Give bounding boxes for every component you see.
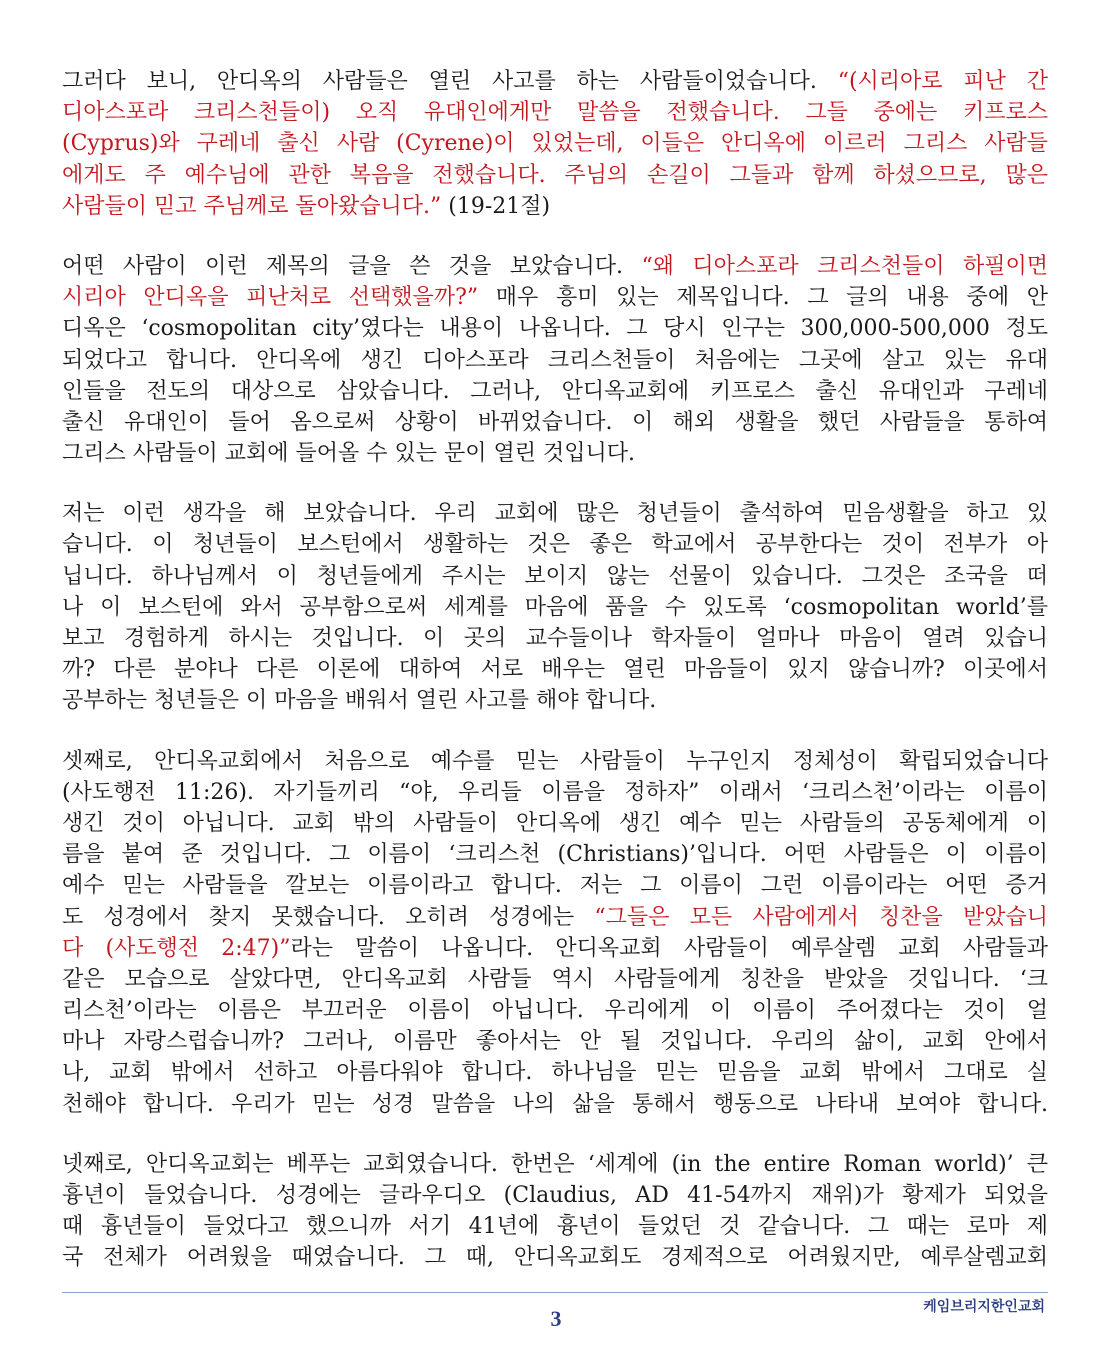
text-line [62, 128, 1048, 159]
body-text: 라는 말씀이 나옵니다. 안디옥교회 사람들이 예루살렘 교회 사람들과 [290, 935, 1048, 961]
text-line [62, 66, 1048, 97]
body-text: 나, 교회 밖에서 선하고 아름다워야 합니다. 하나님을 믿는 믿음을 교회 밖에서 그대로 실 [62, 1060, 1048, 1086]
paragraph [62, 746, 1048, 1120]
text-line [62, 995, 1048, 1026]
text-line [62, 1057, 1048, 1088]
text-line [62, 623, 1048, 654]
text-line [62, 1180, 1048, 1211]
text-line [62, 685, 1048, 716]
body-text: (19-21절) [448, 193, 551, 219]
body-text: 도 성경에서 찾지 못했습니다. 오히려 성경에는 [62, 904, 595, 930]
church-name: 케임브리지한인교회 [923, 1299, 1045, 1315]
body-text: 되었다고 합니다. 안디옥에 생긴 디아스포라 크리스천들이 처음에는 그곳에 살고 있는 유대 [62, 347, 1048, 373]
scripture-quote: 시리아 안디옥을 피난처로 선택했을까?” [62, 285, 496, 311]
paragraph [62, 251, 1048, 469]
body-text: (사도행전 11:26). 자기들끼리 “야, 우리들 이름을 정하자” 이래서 ‘크리스천’이라는 이름이 [62, 779, 1048, 805]
body-text: 천해야 합니다. 우리가 믿는 성경 말씀을 나의 삶을 통해서 행동으로 나타내 보여야 합니다. [62, 1091, 1048, 1117]
text-line [62, 870, 1048, 901]
text-line [62, 376, 1048, 407]
text-line [62, 407, 1048, 438]
paragraph [62, 498, 1048, 716]
body-text: 셋째로, 안디옥교회에서 처음으로 예수를 믿는 사람들이 누구인지 정체성이 확립되었습니다 [62, 748, 1048, 774]
footer-divider [62, 1292, 1048, 1293]
text-line [62, 746, 1048, 777]
text-line [62, 438, 1048, 469]
scripture-quote: “왜 디아스포라 크리스천들이 하필이면 [641, 253, 1048, 279]
body-text: 그러다 보니, 안디옥의 사람들은 열린 사고를 하는 사람들이었습니다. [62, 69, 838, 94]
body-text: 생긴 것이 아닙니다. 교회 밖의 사람들이 안디옥에 생긴 예수 믿는 사람들의 공동체에게 이 [62, 810, 1048, 836]
body-text: 어떤 사람이 이런 제목의 글을 쓴 것을 보았습니다. [62, 253, 642, 279]
body-text: 저는 이런 생각을 해 보았습니다. 우리 교회에 많은 청년들이 출석하여 믿음생활을 하고 있 [62, 501, 1048, 527]
scripture-quote: “그들은 모든 사람에게서 칭찬을 받았습니 [594, 904, 1048, 930]
text-line [62, 251, 1048, 282]
body-text: 매우 흥미 있는 제목입니다. 그 글의 내용 중에 안 [495, 285, 1048, 311]
article-body [62, 66, 1048, 1303]
page-number: 3 [550, 1306, 562, 1331]
text-line [62, 839, 1048, 870]
body-text: 보고 경험하게 하시는 것입니다. 이 곳의 교수들이나 학자들이 얼마나 마음이 열려 있습니 [62, 626, 1048, 651]
body-text: 때 흉년들이 들었다고 했으니까 서기 41년에 흉년이 들었던 것 같습니다. 그 때는 로마 제 [62, 1214, 1048, 1240]
body-text: 디옥은 ‘cosmopolitan city’였다는 내용이 나옵니다. 그 당시 인구는 300,000-500,000 정도 [62, 316, 1048, 342]
text-line [62, 561, 1048, 592]
paragraph [62, 1149, 1048, 1274]
text-line [62, 933, 1048, 964]
text-line [62, 1089, 1048, 1120]
body-text: 습니다. 이 청년들이 보스턴에서 생활하는 것은 좋은 학교에서 공부한다는 것이 전부가 아 [62, 532, 1048, 558]
text-line [62, 313, 1048, 344]
scripture-quote: 사람들이 믿고 주님께로 돌아왔습니다.” [62, 193, 449, 219]
body-text: 까? 다른 분야나 다른 이론에 대하여 서로 배우는 열린 마음들이 있지 않습니까? 이곳에서 [62, 657, 1048, 683]
body-text: 예수 믿는 사람들을 깔보는 이름이라고 합니다. 저는 그 이름이 그런 이름이라는 어떤 증거 [62, 873, 1048, 899]
body-text: 공부하는 청년들은 이 마음을 배워서 열린 사고를 해야 합니다. [62, 688, 657, 714]
body-text: 나 이 보스턴에 와서 공부함으로써 세계를 마음에 품을 수 있도록 ‘cosmopolitan world’를 [62, 594, 1048, 620]
body-text: 름을 붙여 준 것입니다. 그 이름이 ‘크리스천 (Christians)’입니다. 어떤 사람들은 이 이름이 [62, 842, 1048, 868]
body-text: 넷째로, 안디옥교회는 베푸는 교회였습니다. 한번은 ‘세계에 (in the entire Roman world)’ 큰 [62, 1151, 1048, 1177]
body-text: 마나 자랑스럽습니까? 그러나, 이름만 좋아서는 안 될 것입니다. 우리의 삶이, 교회 안에서 [62, 1029, 1048, 1055]
text-line [62, 964, 1048, 995]
text-line [62, 97, 1048, 128]
text-line [62, 777, 1048, 808]
scripture-quote: 다 (사도행전 2:47)” [62, 935, 291, 961]
text-line [62, 1149, 1048, 1180]
text-line [62, 529, 1048, 560]
body-text: 닙니다. 하나님께서 이 청년들에게 주시는 보이지 않는 선물이 있습니다. 그것은 조국을 떠 [62, 563, 1048, 589]
scripture-quote: 디아스포라 크리스천들이) 오직 유대인에게만 말씀을 전했습니다. 그들 중에는 키프로스 [62, 100, 1048, 126]
text-line [62, 1242, 1048, 1273]
text-line [62, 345, 1048, 376]
body-text: 인들을 전도의 대상으로 삼았습니다. 그러나, 안디옥교회에 키프로스 출신 유대인과 구레네 [62, 378, 1048, 404]
body-text: 출신 유대인이 들어 옴으로써 상황이 바뀌었습니다. 이 해외 생활을 했던 사람들을 통하여 [62, 409, 1048, 435]
text-line [62, 902, 1048, 933]
body-text: 흉년이 들었습니다. 성경에는 글라우디오 (Claudius, AD 41-54까지 재위)가 황제가 되었을 [62, 1183, 1048, 1208]
text-line [62, 808, 1048, 839]
body-text: 같은 모습으로 살았다면, 안디옥교회 사람들 역시 사람들에게 칭찬을 받았을 것입니다. ‘크 [62, 966, 1048, 992]
text-line [62, 592, 1048, 623]
text-line [62, 1026, 1048, 1057]
paragraph [62, 66, 1048, 222]
scripture-quote: “(시리아로 피난 간 [837, 69, 1048, 94]
text-line [62, 654, 1048, 685]
text-line [62, 160, 1048, 191]
body-text: 국 전체가 어려웠을 때였습니다. 그 때, 안디옥교회도 경제적으로 어려웠지만, 예루살렘교회 [62, 1245, 1048, 1271]
text-line [62, 498, 1048, 529]
scripture-quote: 에게도 주 예수님에 관한 복음을 전했습니다. 주님의 손길이 그들과 함께 하셨으므로, 많은 [62, 162, 1048, 188]
text-line [62, 191, 1048, 222]
text-line [62, 282, 1048, 313]
scripture-quote: (Cyprus)와 구레네 출신 사람 (Cyrene)이 있었는데, 이들은 안디옥에 이르러 그리스 사람들 [62, 131, 1048, 157]
body-text: 리스천’이라는 이름은 부끄러운 이름이 아닙니다. 우리에게 이 이름이 주어졌다는 것이 얼 [62, 998, 1048, 1024]
text-line [62, 1211, 1048, 1242]
body-text: 그리스 사람들이 교회에 들어올 수 있는 문이 열린 것입니다. [62, 441, 635, 467]
